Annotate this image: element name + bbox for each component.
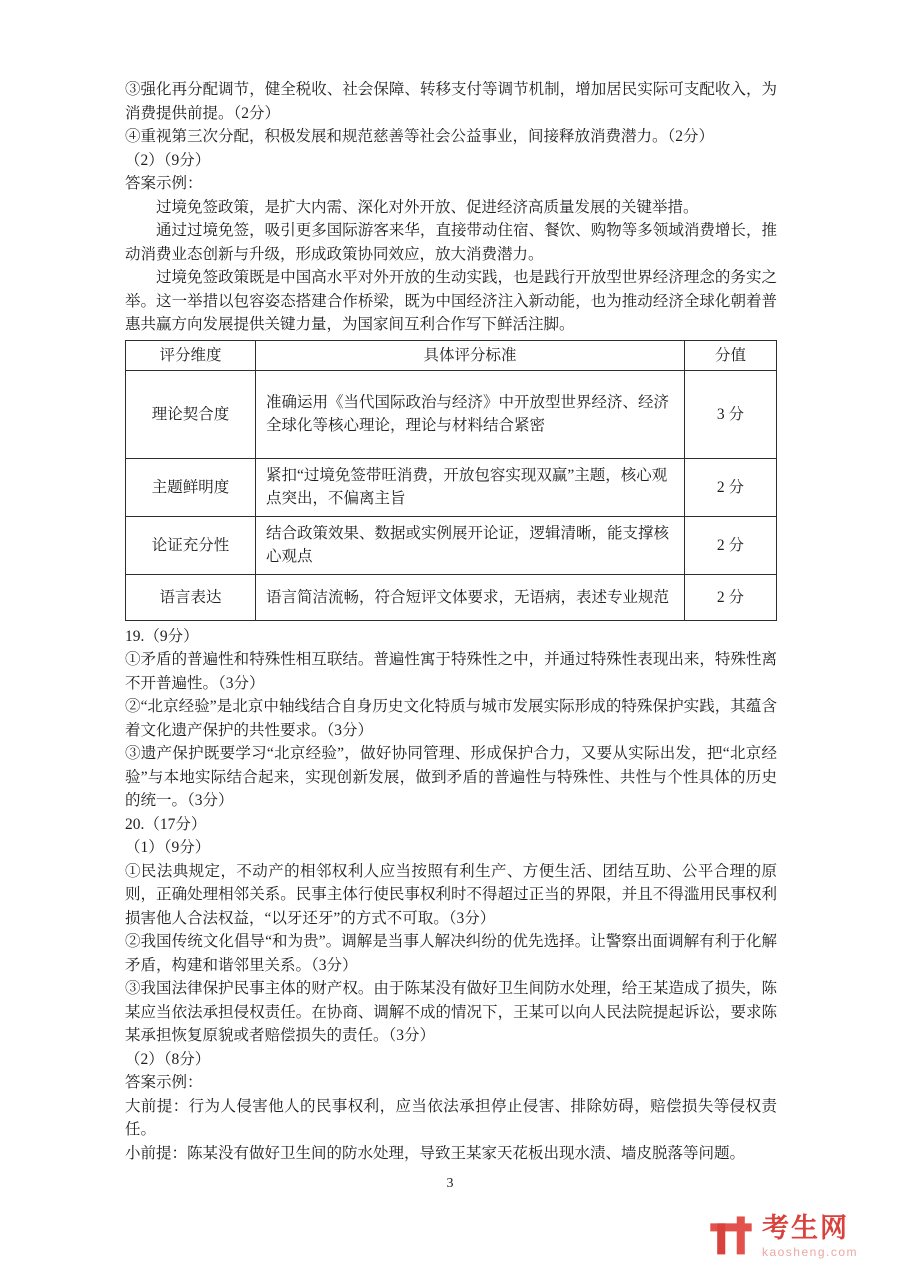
- column-header-criteria: 具体评分标准: [256, 340, 685, 370]
- answer-point-20-2: ②我国传统文化倡导“和为贵”。调解是当事人解决纠纷的优先选择。让警察出面调解有利于化解矛盾，构建和谐邻里关系。（3分）: [125, 933, 777, 974]
- cell-criteria: 结合政策效果、数据或实例展开论证，逻辑清晰，能支撑核心观点: [256, 516, 685, 574]
- watermark-domain: kaosheng.com: [761, 1244, 858, 1259]
- example-label-18: 答案示例：: [125, 175, 203, 192]
- watermark-brand: 考生网: [761, 1212, 849, 1243]
- scoring-rubric-table: [125, 340, 777, 621]
- table-row: [126, 370, 777, 458]
- cell-criteria: 紧扣“过境免签带旺消费，开放包容实现双赢”主题，核心观点突出，不偏离主旨: [256, 458, 685, 516]
- cell-score: 2 分: [685, 516, 777, 574]
- answer-point-19-3: ③遗产保护既要学习“北京经验”，做好协同管理、形成保护合力，又要从实际出发，把“北京经验”与本地实际结合起来，实现创新发展，做到矛盾的普遍性与特殊性、共性与个性具体的历史的统一。（3分）: [125, 745, 777, 809]
- example-label-20: 答案示例：: [125, 1074, 203, 1091]
- answer-point-19-2: ②“北京经验”是北京中轴线结合自身历史文化特质与城市发展实际形成的特殊保护实践，其蕴含着文化遗产保护的共性要求。（3分）: [125, 698, 777, 739]
- cell-score: 3 分: [685, 370, 777, 458]
- cell-dimension: 主题鲜明度: [126, 458, 256, 516]
- answer-point-19-1: ①矛盾的普遍性和特殊性相互联结。普遍性寓于特殊性之中，并通过特殊性表现出来，特殊性离不开普遍性。（3分）: [125, 651, 777, 692]
- cell-score: 2 分: [685, 574, 777, 620]
- example-paragraph: 过境免签政策既是中国高水平对外开放的生动实践，也是践行开放型世界经济理念的务实之举。这一举措以包容姿态搭建合作桥梁，既为中国经济注入新动能，也为推动经济全球化朝着普惠共赢方向发展提供关键力量，为国家间互利合作写下鲜活注脚。: [125, 269, 777, 333]
- column-header-score: 分值: [685, 340, 777, 370]
- minor-premise: 小前提：陈某没有做好卫生间的防水处理，导致王某家天花板出现水渍、墙皮脱落等问题。: [125, 1144, 746, 1162]
- question-20-heading: 20.（17分）: [125, 815, 207, 833]
- cell-criteria: 语言简洁流畅，符合短评文体要求，无语病，表述专业规范: [256, 574, 685, 620]
- cell-score: 2 分: [685, 458, 777, 516]
- answer-point-20-1: ①民法典规定，不动产的相邻权利人应当按照有利生产、方便生活、团结互助、公平合理的原则，正确处理相邻关系。民事主体行使民事权利时不得超过正当的界限，并且不得滥用民事权利损害他人合法权益，“以牙还牙”的方式不可取。（3分）: [125, 862, 777, 927]
- example-paragraph: 过境免签政策，是扩大内需、深化对外开放、促进经济高质量发展的关键举措。: [156, 198, 699, 216]
- page-number: 3: [446, 1176, 454, 1191]
- kaosheng-logo-icon: [708, 1213, 754, 1259]
- cell-dimension: 理论契合度: [126, 370, 256, 458]
- cell-criteria: 准确运用《当代国际政治与经济》中开放型世界经济、经济全球化等核心理论，理论与材料结合紧密: [256, 370, 685, 458]
- example-paragraph: 通过过境免签，吸引更多国际游客来华，直接带动住宿、餐饮、购物等多领域消费增长，推动消费业态创新与升级，形成政策协同效应，放大消费潜力。: [125, 222, 777, 263]
- table-header-row: [126, 340, 777, 370]
- table-row: [126, 516, 777, 574]
- watermark-text: [761, 1212, 858, 1259]
- answer-point-18-4: ④重视第三次分配，积极发展和规范慈善等社会公益事业，间接释放消费潜力。（2分）: [125, 128, 715, 145]
- table-row: [126, 458, 777, 516]
- part-label-20-2: （2）（8分）: [125, 1050, 211, 1068]
- major-premise: 大前提：行为人侵害他人的民事权利，应当依法承担停止侵害、排除妨碍，赔偿损失等侵权责任。: [125, 1097, 777, 1138]
- column-header-dimension: 评分维度: [126, 340, 256, 370]
- cell-dimension: 论证充分性: [126, 516, 256, 574]
- cell-dimension: 语言表达: [126, 574, 256, 620]
- part-label-18-2: （2）（9分）: [125, 151, 211, 169]
- part-label-20-1: （1）（9分）: [125, 839, 211, 856]
- answer-point-20-3: ③我国法律保护民事主体的财产权。由于陈某没有做好卫生间防水处理，给王某造成了损失，陈某应当依法承担侵权责任。在协商、调解不成的情况下，王某可以向人民法院提起诉讼，要求陈某承担恢复原貌或者赔偿损失的责任。（3分）: [125, 980, 777, 1044]
- table-row: [126, 574, 777, 620]
- site-watermark: [708, 1213, 858, 1259]
- question-19-heading: 19.（9分）: [125, 627, 199, 645]
- answer-point-18-3: ③强化再分配调节，健全税收、社会保障、转移支付等调节机制，增加居民实际可支配收入，为消费提供前提。（2分）: [125, 81, 777, 122]
